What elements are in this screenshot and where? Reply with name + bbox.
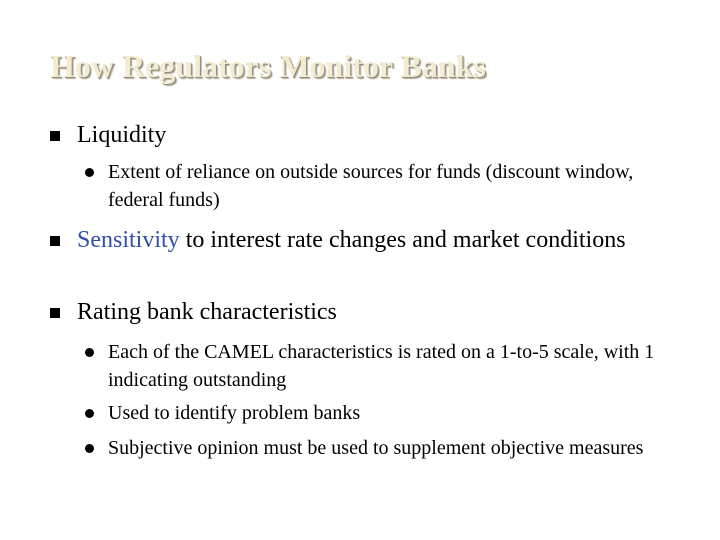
round-bullet-icon: [85, 348, 94, 357]
highlighted-term: Sensitivity: [77, 227, 180, 253]
round-bullet-icon: [85, 168, 94, 177]
bullet-text: [77, 224, 650, 256]
bullet-text: Liquidity: [77, 122, 167, 148]
round-bullet-icon: [85, 409, 94, 418]
slide-title: How Regulators Monitor Banks: [50, 48, 486, 84]
sub-bullet-text: Extent of reliance on outside sources for funds (discount window, federal funds): [108, 161, 634, 211]
sub-bullet-text: Subjective opinion must be used to supplement objective measures: [108, 437, 644, 459]
square-bullet-icon: [50, 308, 60, 318]
sub-bullet-text: Each of the CAMEL characteristics is rated on a 1-to-5 scale, with 1 indicating outstanding: [108, 341, 655, 391]
square-bullet-icon: [50, 236, 60, 246]
round-bullet-icon: [85, 444, 94, 453]
bullet-text: Rating bank characteristics: [77, 299, 337, 325]
square-bullet-icon: [50, 131, 60, 141]
bullet-text-rest: to interest rate changes and market conditions: [179, 227, 626, 253]
sub-bullet-text: Used to identify problem banks: [108, 402, 361, 424]
